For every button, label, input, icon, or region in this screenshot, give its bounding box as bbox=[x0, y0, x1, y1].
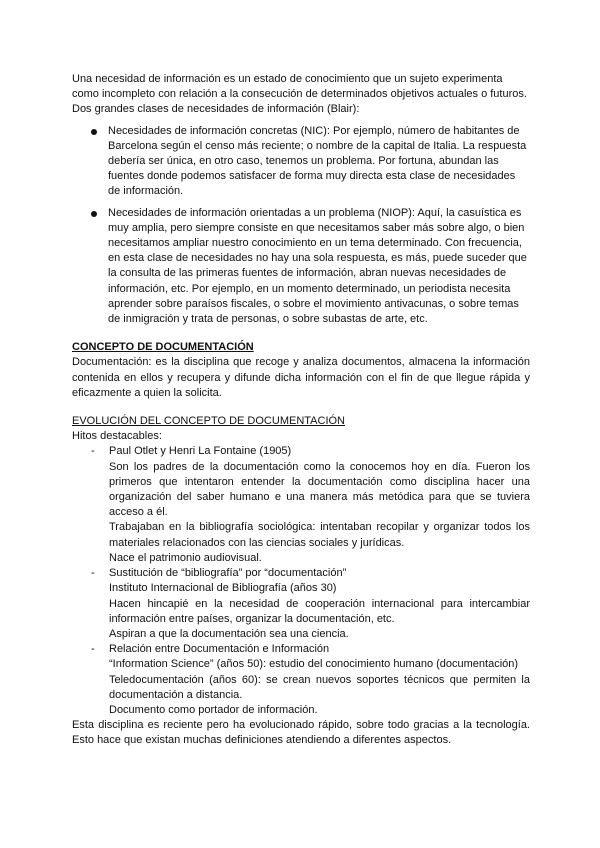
concept-paragraph: Documentación: es la disciplina que recoge y analiza documentos, almacena la información contenida en ellos y recupera y difunde dicha información con el fin de que llegue rápida y eficazmente a quien la solicita. bbox=[72, 356, 530, 399]
needs-list bbox=[72, 124, 530, 328]
hito-item bbox=[72, 444, 530, 566]
evolution-intro: Hitos destacables: bbox=[72, 430, 162, 443]
hito-body bbox=[72, 460, 530, 566]
hito-item bbox=[72, 642, 530, 718]
dash-marker: - bbox=[91, 567, 95, 580]
bullet-icon bbox=[91, 211, 97, 217]
hito-item bbox=[72, 566, 530, 642]
dash-marker: - bbox=[91, 643, 95, 656]
hito-body bbox=[72, 581, 530, 642]
hito-line: Instituto Internacional de Bibliografía (años 30) bbox=[109, 582, 337, 595]
list-item bbox=[72, 206, 530, 328]
hito-line: Aspiran a que la documentación sea una ciencia. bbox=[109, 627, 349, 640]
hito-line: Documento como portador de información. bbox=[109, 703, 318, 716]
hito-title: - Sustitución de “bibliografía” por “documentación” bbox=[72, 566, 530, 581]
document-body bbox=[72, 72, 530, 749]
hito-line: Nace el patrimonio audiovisual. bbox=[109, 551, 262, 564]
hito-line: Teledocumentación (años 60): se crean nuevos soportes técnicos que permiten la documentación a distancia. bbox=[109, 673, 530, 701]
hito-line: Hacen hincapié en la necesidad de cooperación internacional para intercambiar información entre países, organizar la documentación, etc. bbox=[109, 597, 530, 625]
evolution-heading: EVOLUCIÓN DEL CONCEPTO DE DOCUMENTACIÓN bbox=[72, 415, 345, 428]
hito-line: Son los padres de la documentación como la conocemos hoy en día. Fueron los primeros que intentaron entender la documentación como disciplina hacer una organización del saber humano e una manera más metódica para que se tuviera acceso a él. bbox=[109, 460, 530, 519]
intro-paragraph: Una necesidad de información es un estado de conocimiento que un sujeto experimenta como incompleto con relación a la consecución de determinados objetivos actuales o futuros. Dos grandes clases de necesidades de información (Blair): bbox=[72, 73, 527, 116]
dash-marker: - bbox=[91, 445, 95, 458]
hito-title: - Paul Otlet y Henri La Fontaine (1905) bbox=[72, 444, 530, 459]
list-item bbox=[72, 124, 530, 200]
hito-line: Trabajaban en la bibliografía sociológica: intentaban recopilar y organizar todos los materiales relacionados con las ciencias sociales y jurídicas. bbox=[109, 521, 530, 549]
hito-line: “Information Science” (años 50): estudio del conocimiento humano (documentación) bbox=[109, 658, 519, 671]
bullet-icon bbox=[91, 129, 97, 135]
list-item-text: Necesidades de información concretas (NIC): Por ejemplo, número de habitantes de Barcelona según el censo más reciente; o nombre de la capital de Italia. La respuesta debería ser única, en otro caso, tenemos un problema. Por fortuna, abundan las fuentes donde podemos satisfacer de forma muy directa esta clase de necesidades de información. bbox=[108, 124, 527, 198]
hito-body bbox=[72, 657, 530, 718]
closing-paragraph: Esta disciplina es reciente pero ha evolucionado rápido, sobre todo gracias a la tecnología. Esto hace que existan muchas definiciones atendiendo a diferentes aspectos. bbox=[72, 719, 530, 747]
concept-heading: CONCEPTO DE DOCUMENTACIÓN bbox=[72, 341, 254, 354]
list-item-text: Necesidades de información orientadas a un problema (NIOP): Aquí, la casuística es muy amplia, pero siempre consiste en que necesitamos saber más sobre algo, o bien necesitamos ampliar nuestro conocimiento en un tema determinado. Con frecuencia, en esta clase de necesidades no hay una sola respuesta, es más, puede suceder que la consulta de las primeras fuentes de información, abran nuevas necesidades de información, etc. Por ejemplo, en un momento determinado, un periodista necesita aprender sobre paraísos fiscales, o sobre el movimiento antivacunas, o sobre temas de inmigración y trata de personas, o sobre subastas de arte, etc. bbox=[108, 206, 527, 326]
hito-title: - Relación entre Documentación e Información bbox=[72, 642, 530, 657]
